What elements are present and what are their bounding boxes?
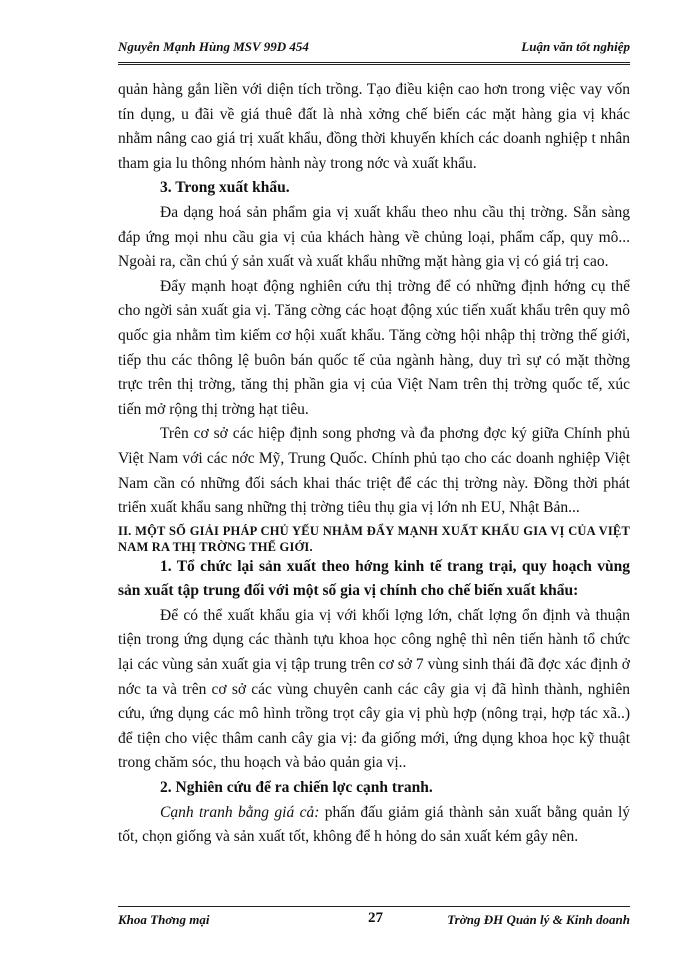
paragraph: quản hàng gắn liền với diện tích trồng. Tạo điều kiện cao hơn trong việc vay vốn tín dụng, u đãi về giá thuê đất là nhà xởng chế biến các mặt hàng gia vị khác nhằm nâng cao giá trị xuất khẩu, đồng thời khuyến khích các doanh nghiệp t nhân tham gia lu thông nhóm hành này trong nớc và xuất khẩu. (118, 81, 630, 172)
header-author: Nguyễn Mạnh Hùng MSV 99D 454 (118, 39, 309, 54)
footer-university: Trờng ĐH Quản lý & Kinh doanh (447, 912, 630, 927)
paragraph: Để có thể xuất khẩu gia vị với khối lợng lớn, chất lợng ổn định và thuận tiện trong ứng dụng các thành tựu khoa học công nghệ thì nên tiến hành tổ chức lại các vùng sản xuất gia vị tập trung trên cơ sở 7 vùng sinh thái đã đợc xác định ở nớc ta và trên cơ sở các vùng chuyên canh các cây gia vị đã hình thành, nghiên cứu, ứng dụng các mô hình trồng trọt cây gia vị phù hợp (nông trại, hợp tác xã..) để tiện cho việc thâm canh cây gia vị: đa giống mới, ứng dụng khoa học kỹ thuật trong chăm sóc, thu hoạch và bảo quản gia vị.. (118, 606, 630, 772)
subsection-heading: 2. Nghiên cứu để ra chiến lợc cạnh tranh. (160, 779, 433, 797)
paragraph: Trên cơ sở các hiệp định song phơng và đa phơng đợc ký giữa Chính phủ Việt Nam với các nớc Mỹ, Trung Quốc. Chính phủ tạo cho các doanh nghiệp Việt Nam cần có những đối sách khai thác triệt để các thị trờng này. Đồng thời phát triển xuất khẩu sang những thị trờng tiêu thụ gia vị lớn nh EU, Nhật Bản... (118, 425, 630, 517)
footer-faculty: Khoa Thơng mại (118, 912, 210, 927)
paragraph-text: phấn đấu giảm giá thành sản xuất bằng quản lý tốt, chọn giống và sản xuất tốt, không để h hỏng do sản xuất kém gây nên. (118, 803, 630, 846)
page-body (118, 78, 630, 850)
header-title: Luận văn tốt nghiệp (521, 39, 630, 54)
emphasis-lead: Cạnh tranh bằng giá cả: (160, 803, 320, 821)
header-rule-double (118, 64, 630, 65)
header-rule (118, 62, 630, 63)
paragraph: Đa dạng hoá sản phẩm gia vị xuất khẩu theo nhu cầu thị trờng. Sẵn sàng đáp ứng mọi nhu cầu gia vị của khách hàng về chủng loại, phẩm cấp, quy mô... Ngoài ra, cần chú ý sản xuất và xuất khẩu những mặt hàng gia vị có giá trị cao. (118, 203, 630, 271)
chapter-heading: II. MỘT SỐ GIẢI PHÁP CHỦ YẾU NHẰM ĐẨY MẠNH XUẤT KHẨU GIA VỊ CỦA VIỆT NAM RA THỊ TRỜNG THẾ GIỚI. (118, 523, 630, 554)
paragraph: Đẩy mạnh hoạt động nghiên cứu thị trờng để có những định hớng cụ thể cho ngời sản xuất gia vị. Tăng cờng các hoạt động xúc tiến xuất khẩu trên quy mô quốc gia nhằm tìm kiếm cơ hội xuất khẩu. Tăng cờng hội nhập thị trờng thế giới, tiếp thu các thông lệ buôn bán quốc tế của ngành hàng, duy trì sự có mặt thờng trực trên thị trờng, tăng thị phần gia vị của Việt Nam trên thị trờng quốc tế, xúc tiến mở rộng thị trờng hạt tiêu. (118, 277, 630, 418)
page-number: 27 (368, 910, 383, 926)
subsection-heading: 1. Tổ chức lại sản xuất theo hớng kinh tế trang trại, quy hoạch vùng sản xuất tập trung đối với một số gia vị chính cho chế biến xuất khẩu: (118, 557, 630, 600)
paragraph (118, 801, 630, 850)
footer-rule (118, 906, 630, 907)
page-footer (118, 910, 630, 932)
page-header (118, 35, 630, 57)
section-heading: 3. Trong xuất khẩu. (160, 179, 290, 197)
